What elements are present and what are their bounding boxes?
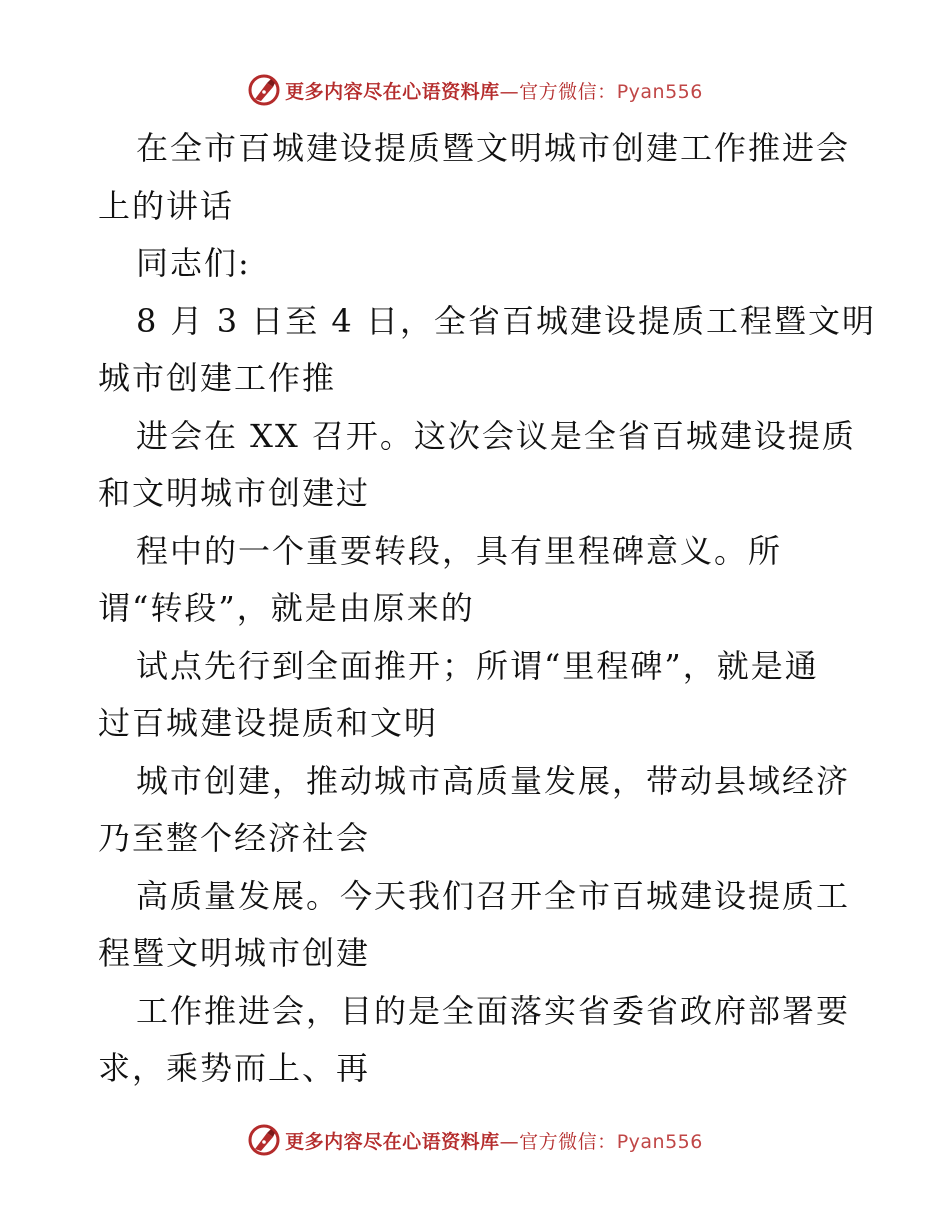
paragraph-line: 城市创建工作推 [98,359,337,397]
footer-banner-text [285,1127,703,1154]
paragraph-line: 工作推进会，目的是全面落实省委省政府部署要 [136,991,851,1030]
paragraph-line: 乃至整个经济社会 [98,819,371,857]
paragraph-line: 试点先行到全面推开；所谓“里程碑”，就是通 [136,646,819,685]
footer-banner [0,1120,950,1160]
paragraph-line: 过百城建设提质和文明 [98,704,439,742]
salutation: 同志们: [136,244,251,282]
paragraph-line: 8 月 3 日至 4 日，全省百城建设提质工程暨文明 [136,301,876,340]
pen-nib-logo-icon [247,73,281,107]
banner-wechat-id: Pyan556 [616,80,703,103]
paragraph-line: 求，乘势而上、再 [98,1049,371,1087]
paragraph-line: 进会在 XX 召开。这次会议是全省百城建设提质 [136,416,856,455]
banner-dash: — [499,1130,520,1153]
banner-wechat-id: Pyan556 [616,1130,703,1153]
banner-wechat-label: 官方微信： [519,1130,617,1153]
header-banner-text [285,77,703,104]
banner-wechat-label: 官方微信： [519,80,617,103]
pen-nib-logo-icon [247,1123,281,1157]
document-body [98,120,876,1098]
title-line-2: 上的讲话 [98,186,235,225]
paragraph-line: 和文明城市创建过 [98,474,371,512]
banner-dash: — [499,80,520,103]
header-banner [0,70,950,110]
banner-slogan: 更多内容尽在心语资料库 [285,1130,500,1153]
paragraph-line: 谓“转段”，就是由原来的 [98,589,475,627]
paragraph-line: 城市创建，推动城市高质量发展，带动县域经济 [136,761,851,800]
paragraph-line: 程中的一个重要转段，具有里程碑意义。所 [136,531,783,570]
paragraph-line: 高质量发展。今天我们召开全市百城建设提质工 [136,876,851,915]
title-line-1: 在全市百城建设提质暨文明城市创建工作推进会 [136,129,851,167]
paragraph-line: 程暨文明城市创建 [98,934,371,972]
banner-slogan: 更多内容尽在心语资料库 [285,80,500,103]
